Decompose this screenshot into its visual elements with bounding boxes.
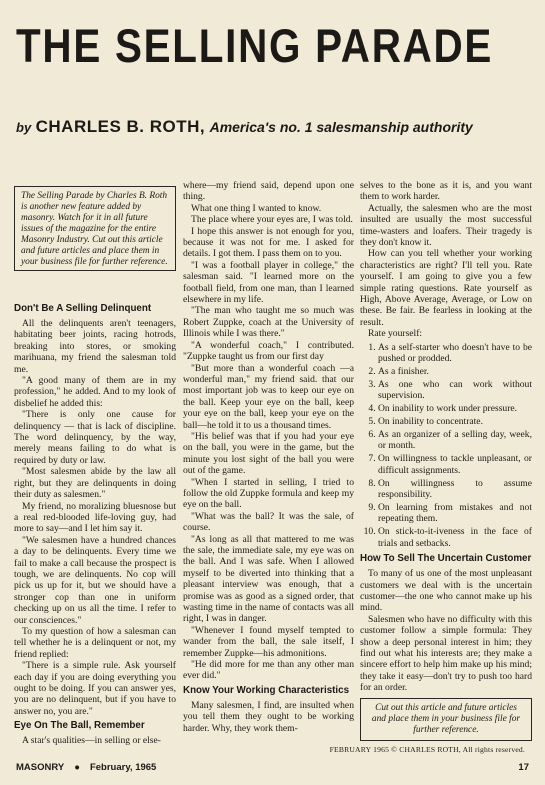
list-item: 5. On inability to concentrate.	[378, 416, 532, 427]
section-heading-eye-on-ball: Eye On The Ball, Remember	[14, 720, 145, 732]
paragraph: "He did more for me than any other man ever did."	[183, 659, 354, 682]
page-footer	[16, 762, 529, 773]
section-heading-working-characteristics: Know Your Working Characteristics	[183, 684, 350, 696]
list-item: 6. As an organizer of a selling day, week, or month.	[378, 429, 532, 452]
list-item: 2. As a finisher.	[378, 366, 532, 377]
paragraph: selves to the bone as it is, and you want them to work harder.	[360, 180, 532, 203]
author-tagline: America's no. 1 salesmanship authority	[209, 119, 473, 135]
paragraph: "Most salesmen abide by the law all right, but they are delinquents in doing their duty as salesmen."	[14, 466, 176, 501]
paragraph: "There is only one cause for delinquency — that is lack of discipline. The word delinquency, by the way, merely means failing to do what is required by duty or law.	[14, 409, 176, 466]
list-item: 7. On willingness to tackle unpleasant, or difficult assignments.	[378, 453, 532, 476]
author-name: CHARLES B. ROTH,	[35, 117, 206, 136]
paragraph: A star's qualities—in selling or else-	[22, 735, 161, 747]
column-2	[183, 180, 354, 734]
section-heading-uncertain-customer: How To Sell The Uncertain Customer	[360, 553, 532, 565]
paragraph: All the delinquents aren't teenagers, habitating beer joints, racing hotrods, breaking into stores, or smoking marihuana, my friend the salesman told me.	[14, 318, 176, 375]
clip-note-box: Cut out this article and future articles and place them in your business file for further reference.	[360, 698, 532, 741]
paragraph: "What was the ball? It was the sale, of course.	[183, 510, 354, 534]
column-3	[360, 180, 532, 741]
paragraph: Many salesmen, I find, are insulted when you tell them they ought to be working harder. Why, they work them-	[183, 699, 354, 734]
footer-bullet: ●	[74, 762, 80, 773]
list-item: 10. On stick-to-it-iveness in the face of trials and setbacks.	[378, 526, 532, 549]
paragraph: To many of us one of the most unpleasant customers we deal with is the uncertain customer—the one who cannot make up his mind.	[360, 568, 532, 614]
list-item: 9. On learning from mistakes and not repeating them.	[378, 502, 532, 525]
paragraph: "As long as all that mattered to me was the sale, the immediate sale, my eye was on the ball. And I was safe. When I allowed myself to be diverted into thinking that a pleasant interview was enough, that a promise was as good as a signed order, that wasting time in the name of contacts was all right, I was in danger.	[183, 533, 354, 625]
list-item: 4. On inability to work under pressure.	[378, 403, 532, 414]
footer-date: February, 1965	[89, 762, 157, 773]
paragraph: Salesmen who have no difficulty with this customer follow a simple formula: They show a deep personal interest in him; they find out what his interests are; they make a sincere effort to help him make up his mind; they take it easy—don't try to push too hard for an order.	[360, 613, 532, 694]
intro-box: The Selling Parade by Charles B. Roth is another new feature added by masonry. Watch for it in all future issues of the magazine for the entire Masonry Industry. Cut out this article and future articles and place them in your business file for further reference.	[14, 186, 176, 271]
paragraph: To my question of how a salesman can tell whether he is a delinquent or not, my friend replied:	[14, 625, 176, 660]
rating-list	[360, 342, 532, 549]
paragraph: Actually, the salesmen who are the most insulted are usually the most successful time-wasters and loafers. Their tragedy is they don't know it.	[360, 202, 532, 249]
list-item: 8. On willingness to assume responsibility.	[378, 478, 532, 501]
paragraph: "A wonderful coach," I contributed. "Zuppke taught us from our first day	[183, 339, 354, 363]
paragraph: The place where your eyes are, I was told.	[191, 214, 353, 226]
paragraph: "We salesmen have a hundred chances a day to be delinquents. Every time we fail to make a call because the prospect is tough, we are delinquents. No cop will pick us up for it, but we should have a stronger cop than one in uniform checking up on us all the time. I refer to our consciences."	[14, 534, 176, 626]
page-number: 17	[518, 762, 529, 773]
paragraph: "When I started in selling, I tried to follow the old Zuppke formula and keep my eye on the ball.	[183, 476, 354, 511]
footer-magazine: MASONRY	[16, 762, 65, 773]
paragraph: How can you tell whether your working characteristics are right? I'll tell you. Rate yourself. I am going to give you a few simple rating questions. Rate yourself as High, Above Average, Average, or Low on these. Be fair. Be fearless in looking at the result.	[360, 248, 532, 328]
paragraph: What one thing I wanted to know.	[191, 202, 322, 214]
paragraph: "But more than a wonderful coach —a wonderful man," my friend said. that our most important job was to keep our eye on the ball. Keep your eye on the ball, keep your eye on the ball, keep your eye on the ball—he told it to us a thousand times.	[183, 362, 354, 431]
byline-by: by	[16, 120, 32, 135]
page-title: THE SELLING PARADE	[16, 19, 494, 72]
paragraph: I hope this answer is not enough for you, because it was not for me. I asked for details. I got them. I pass them on to you.	[183, 225, 354, 260]
paragraph: Rate yourself:	[368, 328, 423, 340]
section-heading-delinquent: Don't Be A Selling Delinquent	[14, 303, 152, 314]
list-item: 3. As one who can work without supervision.	[378, 379, 532, 402]
paragraph: "His belief was that if you had your eye on the ball, you were in the game, but the minute you lost sight of the ball you were out of the game.	[183, 430, 354, 477]
paragraph: "I was a football player in college," the salesman said. "I learned more on the football field, from one man, than I learned elsewhere in my life.	[183, 259, 354, 306]
column-1-body	[14, 300, 176, 747]
paragraph: where—my friend said, depend upon one thing.	[183, 180, 354, 203]
paragraph: My friend, no moralizing bluesnose but a real red-blooded life-loving guy, had more to say—and I let him say it.	[14, 500, 176, 535]
paragraph: "A good many of them are in my profession," he added. And to my look of disbelief he added this:	[14, 375, 176, 409]
list-item: 1. As a self-starter who doesn't have to be pushed or prodded.	[378, 342, 532, 365]
paragraph: "There is a simple rule. Ask yourself each day if you are doing everything you ought to be doing. If you can answer yes, you are no delinquent, but if you have to answer no, you are."	[14, 660, 176, 717]
byline	[16, 117, 531, 137]
copyright-line: FEBRUARY 1965 © CHARLES ROTH, All rights reserved.	[329, 745, 525, 754]
paragraph: "The man who taught me so much was Robert Zuppke, coach at the University of Illinois while I was there."	[183, 305, 354, 340]
paragraph: "Whenever I found myself tempted to wander from the ball, the sale itself, I remember Zuppke—his admonitions.	[183, 624, 354, 659]
